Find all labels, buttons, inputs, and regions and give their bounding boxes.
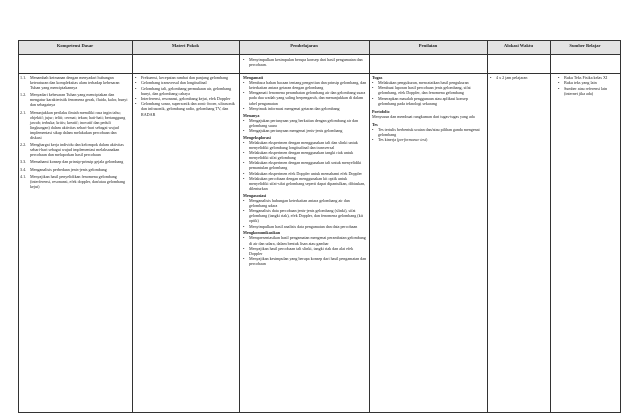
section-list [243,140,367,192]
kd-item [20,167,129,172]
kd-number: 3.3. [20,159,27,165]
materi-list [135,75,236,117]
kd-number: 1.1. [20,75,27,80]
list-item: • Tes kinerja (performance test) [372,137,484,142]
list-item: • Melakukan pengukuran, mencatatkan hasil pengukuran [372,80,484,85]
col-rule-6 [620,40,621,413]
col-rule-4 [487,40,488,413]
section-heading: Mengkomunikasikan [243,230,281,236]
sumber-belajar-cell [553,75,616,96]
sumber-list [558,75,616,96]
kd-text: Menunjukkan perilaku ilmiah memiliki rasa ingin tahu; objektif; jujur; teliti; cermat; tekun; hati-hati; bertanggung jawab; terbuka; kritis; kreatif; inovatif dan peduli lingkungan) dalam aktivitas sehari-hari sebagai wujud implementasi sikap dalam melakukan percobaan dan diskusi [30,109,126,140]
section-heading: Mengamati [243,75,264,80]
emphasis-text: performance test [398,137,427,143]
alokasi-waktu-cell [490,75,548,80]
kd-item [20,159,129,164]
top-row-pembelajaran-cell [243,57,366,67]
list-item: • Gelombang sonar, supersonik dan sonic boom, ultrasonik dan infrasonik, gelombang radio, gelombang TV, dan RADAR [135,101,236,116]
kd-text: Menyadari kebesaran Tuhan yang menciptakan dan mengatur karakteristik fenomena gerak, fluida, kalor, bunyi dan sebagainya [30,92,128,108]
header-bottom-rule [18,54,621,55]
kd-number: 3.4. [20,166,27,172]
header-sumber-belajar: Sumber Belajar [569,43,601,48]
kd-number: 2.1. [20,109,27,115]
col-rule-2 [239,40,240,413]
list-item: • Menyajikan hasil percobaan tali slinki, tangki riak dan alat efek Doppler [243,246,367,256]
list-item: • Melakukan eksperimen dengan menggunakan tali dan slinki untuk menyelidiki gelombang longitudinal dan transversal [243,140,367,150]
portofolio-text: Menyusun dan membuat rangkuman dari tugas-tugas yang ada [372,113,475,119]
kd-item [20,142,129,157]
list-item: • Menyimpulkan hasil analisis data pengamatan dan data percobaan [243,224,367,229]
list-item: • Mengajukan pertanyaan yang berkaitan dengan gelombang air dan gelombang suara [243,118,367,128]
kd-number: 4.1. [20,173,27,179]
section-list [243,235,367,266]
kd-text: Menghargai kerja individu dan kelompok dalam aktivitas sehari-hari sebagai wujud implementasi melaksanakan percobaan dan melaporkan hasil percobaan [30,142,124,158]
col-rule-5 [550,40,551,413]
list-item: • Mengajukan pertanyaan mengenai jenis-jenis gelombang [243,128,367,133]
materi-pokok-cell [135,75,236,117]
list-item: • Mempresentasikan hasil pengamatan mengenai perambatan gelombang di air dan udara, dalam bentuk lisan atau gambar [243,235,367,245]
kd-text: Menganalisis perbedaan jenis-jenis gelombang [30,166,107,172]
kd-number: 2.2. [20,142,27,148]
kd-item [20,110,129,140]
section-list [243,118,367,133]
list-item: • Gelombang transversal dan longitudinal [135,80,236,85]
kd-text: Memahami konsep dan prinsip-prinsip gejala gelombang [30,159,124,165]
emphasis-text: sonic boom [197,101,217,107]
col-rule-0 [18,40,19,413]
section-heading: Menanya [243,112,260,118]
section-heading: Mengeksplorasi [243,134,271,140]
list-item: • Melakukan percobaan dengan menggunakan kit optik untuk menyelidiki sifat-sifat gelombang seperti dapat dipantulkan, dibiaskan, dilenturkan [243,176,367,191]
list-item: • Melakukan eksperimen dengan menggunakan tangki riak untuk menyelidiki sifat gelombang [243,150,367,160]
section-list [243,198,367,229]
list-item: • Sumber atau referensi lain (internet jika ada) [558,86,616,96]
col-rule-1 [132,40,133,413]
portofolio-heading: Portofolio [372,108,390,114]
header-materi-pokok: Materi Pokok [171,43,200,48]
list-item: • Membuat laporan hasil percobaan jenis gelombang, sifat gelombang, efek Doppler, dan fenomena gelombang [372,85,484,95]
kd-item [20,75,129,90]
penilaian-cell [372,75,484,143]
list-item: • Gelombang tali, gelombang permukaan air, gelombang bunyi, dan gelombang cahaya [135,86,236,96]
header-alokasi-waktu: Alokasi Waktu [503,43,534,48]
alokasi-waktu-value: • 4 x 2 jam pelajaran [490,75,548,80]
kd-item [20,92,129,107]
kd-text: Menyajikan hasil penyelidikan fenomena gelombang (interferensi, resonansi, efek doppler, dan/atau gelombang kejut) [30,173,126,190]
list-item: • Melakukan eksperimen dengan menggunakan tali untuk menyelidiki pemantulan gelombang [243,160,367,170]
list-item: • Buku teks yang lain [558,80,616,85]
row-divider-rule [18,73,621,74]
tugas-heading: Tugas [372,75,383,80]
list-item: • Buku Teks Fisika kelas XI [558,75,616,80]
kd-number: 1.2. [20,92,27,98]
pembelajaran-cell [243,75,367,267]
tugas-list [372,80,484,106]
list-item: • Mengamati fenomena perambatan gelombang air dan gelombang suara pada dua wadah yang saling berpengaruh, dan menunjukkan di dalam tabel pengamatan [243,90,367,105]
table-top-rule [18,40,621,41]
kd-item [20,174,129,189]
list-item: • Menerapkan masalah penggunaan atau aplikasi konsep gelombang pada teknologi sekarang [372,96,484,106]
tes-heading: Tes [372,121,378,127]
tes-list [372,127,484,142]
list-item: • Menganalisis data percobaan jenis-jenis gelombang (slinki), sifat gelombang (tangki riak), efek Doppler, dan fenomena gelombang (kit optik) [243,208,367,223]
kompetensi-dasar-cell [20,75,129,191]
col-rule-3 [369,40,370,413]
list-item: • Tes tertulis berbentuk uraian dan/atau pilihan ganda mengenai gelombang [372,127,484,137]
kd-text: Menambah keimanan dengan menyadari hubungan keteraturan dan kompleksitas alam terhadap kebesaran Tuhan yang menciptakannya [30,75,120,91]
list-item: • Menyajikan kesimpulan yang berupa konsep dari hasil pengamatan dan percobaan [243,256,367,266]
list-item: • Menyimpulkan kesimpulan berupa konsep dari hasil pengamatan dan percobaan. [243,57,366,67]
list-item: • Interferensi, resonansi, gelombang kejut, efek Doppler [135,96,236,101]
list-item: • Menganalisis hubungan keterkaitan antara gelombang air dan gelombang udara [243,198,367,208]
header-kompetensi-dasar: Kompetensi Dasar [56,43,94,48]
section-heading: Mengasosiasi [243,192,267,198]
list-item: • Melakukan eksperimen efek Doppler untuk memahami efek Doppler [243,171,367,176]
list-item: • Menyimak informasi mengenai getaran dan gelombang [243,106,367,111]
list-item: • Membaca bahan bacaan tentang pengertian dan prinsip gelombang, dan keterkaitan antara getaran dengan gelombang [243,80,367,90]
header-pembelajaran: Pembelajaran [290,43,318,48]
section-list [243,80,367,111]
header-penilaian: Penilaian [418,43,438,48]
list-item: • Frekuensi, kecepatan rambat dan panjang gelombang [135,75,236,80]
